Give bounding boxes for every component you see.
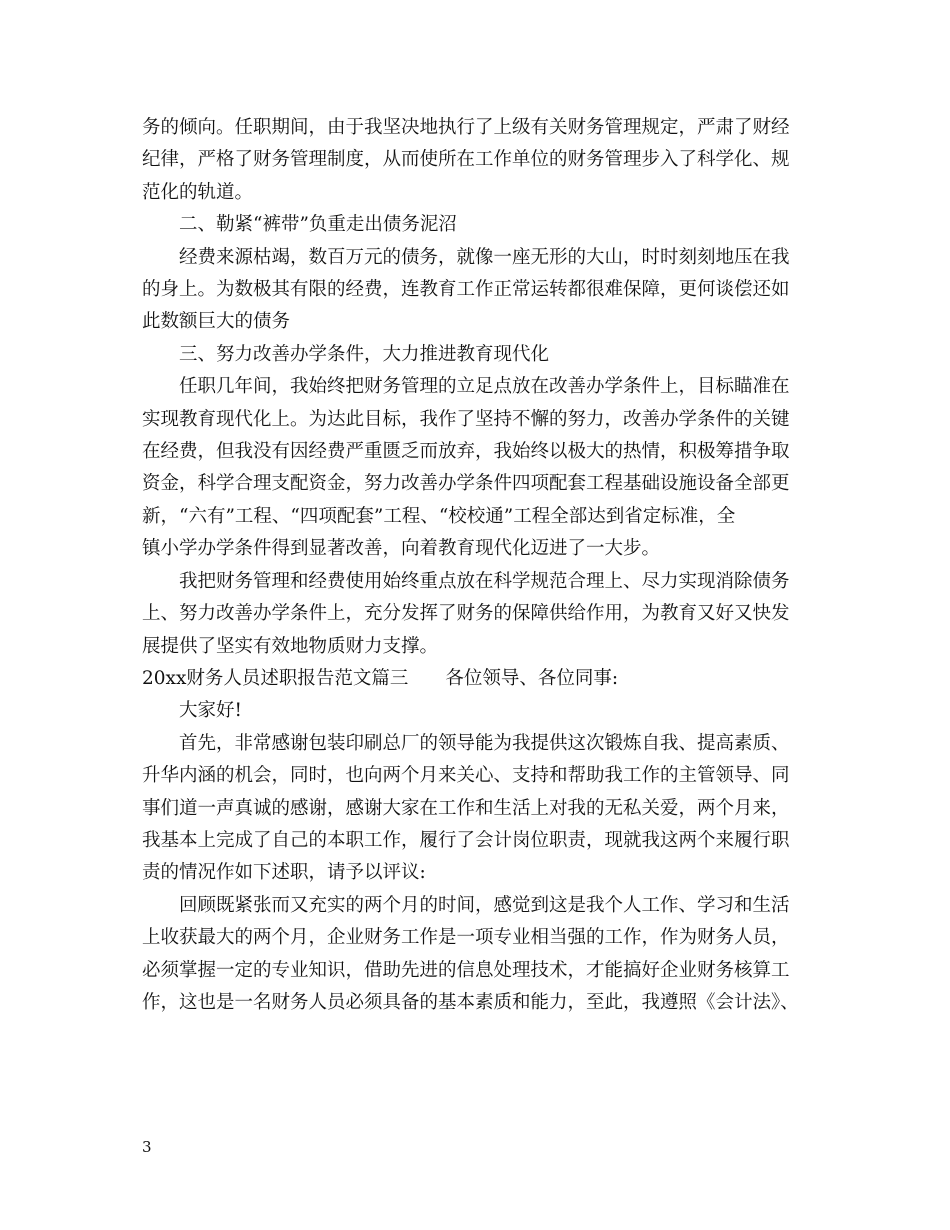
text-line: 作，这也是一名财务人员必须具备的基本素质和能力，至此，我遵照《会计法》、 <box>142 991 799 1013</box>
text-line: 任职几年间，我始终把财务管理的立足点放在改善办学条件上，目标瞄准在 <box>179 376 790 398</box>
text-line: 回顾既紧张而又充实的两个月的时间，感觉到这是我个人工作、学习和生活 <box>179 894 790 916</box>
text-line: 上收获最大的两个月，企业财务工作是一项专业相当强的工作，作为财务人员， <box>142 927 790 949</box>
text-line: 实现教育现代化上。为达此目标，我作了坚持不懈的努力，改善办学条件的关键 <box>142 408 790 430</box>
text-line: 20xx财务人员述职报告范文篇三 各位领导、各位同事: <box>142 667 619 689</box>
text-line: 此数额巨大的债务 <box>142 311 291 333</box>
paragraph <box>142 728 814 890</box>
paragraph <box>142 695 814 727</box>
text-line: 务的倾向。任职期间，由于我坚决地执行了上级有关财务管理规定，严肃了财经 <box>142 117 790 138</box>
paragraph <box>142 566 814 663</box>
text-line: 三、努力改善办学条件，大力推进教育现代化 <box>179 343 550 365</box>
text-line: 纪律，严格了财务管理制度，从而使所在工作单位的财务管理步入了科学化、规 <box>142 149 790 171</box>
text-line: 新，“六有”工程、“四项配套”工程、“校校通”工程全部达到省定标准，全 <box>142 505 736 527</box>
body-text <box>142 112 814 1019</box>
text-line: 上、努力改善办学条件上，充分发挥了财务的保障供给作用，为教育又好又快发 <box>142 603 790 625</box>
text-line: 我基本上完成了自己的本职工作，履行了会计岗位职责，现就我这两个来履行职 <box>142 829 790 851</box>
text-line: 我把财务管理和经费使用始终重点放在科学规范合理上、尽力实现消除债务 <box>179 570 790 592</box>
text-line: 升华内涵的机会，同时，也向两个月来关心、支持和帮助我工作的主管领导、同 <box>142 765 790 787</box>
text-line: 大家好! <box>179 700 242 722</box>
text-line: 范化的轨道。 <box>142 181 254 203</box>
paragraph <box>142 663 814 695</box>
text-line: 首先，非常感谢包装印刷总厂的领导能为我提供这次锻炼自我、提高素质、 <box>179 732 790 754</box>
text-line: 必须掌握一定的专业知识，借助先进的信息处理技术，才能搞好企业财务核算工 <box>142 959 790 981</box>
text-line: 镇小学办学条件得到显著改善，向着教育现代化迈进了一大步。 <box>142 538 661 560</box>
text-line: 资金，科学合理支配资金，努力改善办学条件四项配套工程基础设施设备全部更 <box>142 473 790 495</box>
text-line: 展提供了坚实有效地物质财力支撑。 <box>142 635 439 657</box>
paragraph <box>142 339 814 371</box>
text-line: 的身上。为数极其有限的经费，连教育工作正常运转都很难保障，更何谈偿还如 <box>142 279 790 301</box>
text-line: 二、勒紧“裤带”负重走出债务泥沼 <box>179 214 457 236</box>
text-line: 责的情况作如下述职，请予以评议: <box>142 862 426 884</box>
paragraph <box>142 371 814 565</box>
paragraph <box>142 112 814 209</box>
paragraph <box>142 242 814 339</box>
paragraph <box>142 209 814 241</box>
text-line: 在经费，但我没有因经费严重匮乏而放弃，我始终以极大的热情，积极筹措争取 <box>142 441 790 463</box>
paragraph <box>142 890 814 1020</box>
text-line: 事们道一声真诚的感谢，感谢大家在工作和生活上对我的无私关爱，两个月来， <box>142 797 790 819</box>
page-number: 3 <box>142 1138 152 1156</box>
text-line: 经费来源枯竭，数百万元的债务，就像一座无形的大山，时时刻刻地压在我 <box>179 246 790 268</box>
